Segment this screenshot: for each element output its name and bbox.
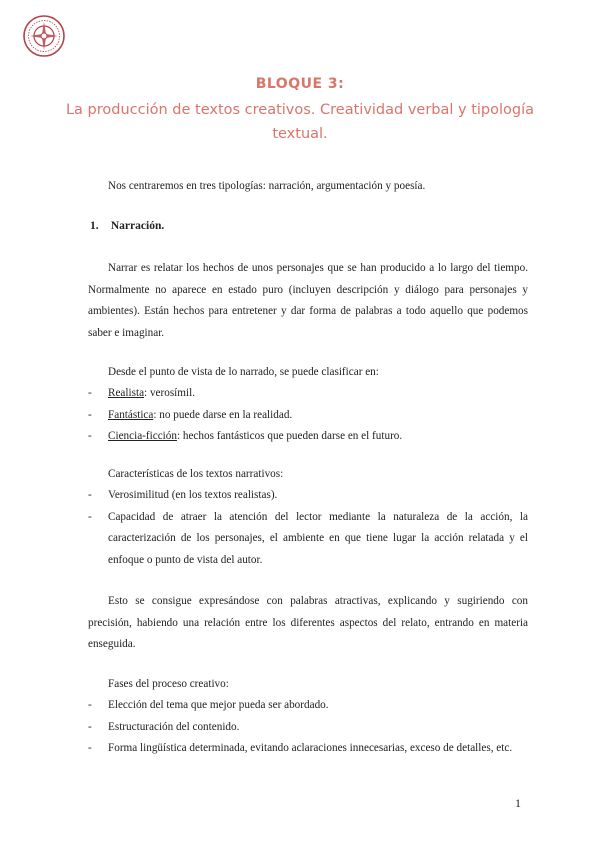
term-description: : hechos fantásticos que pueden darse en el futuro.	[176, 430, 403, 442]
classification-list	[88, 383, 528, 448]
characteristics-label: Características de los textos narrativos:	[108, 468, 284, 480]
narration-paragraph: Narrar es relatar los hechos de unos personajes que se han producido a lo largo del tiempo. Normalmente no aparece en estado puro (incluyen descripción y diálogo para personajes y ambientes). Están hechos para entretener y dar forma de palabras a todo aquello que podemos saber e imaginar.	[88, 262, 528, 339]
phases-list	[88, 695, 528, 760]
bullet-dash: -	[88, 720, 92, 733]
characteristics-list	[88, 485, 528, 571]
term-description: : no puede darse en la realidad.	[153, 408, 293, 421]
list-item	[88, 695, 528, 717]
term: Ciencia-ficción	[108, 430, 177, 442]
bullet-dash: -	[88, 742, 92, 754]
list-item	[88, 383, 528, 405]
classification-label: Desde el punto de vista de lo narrado, se puede clasificar en:	[108, 366, 379, 378]
list-item	[88, 738, 528, 760]
item-text: Forma lingüística determinada, evitando aclaraciones innecesarias, exceso de detalles, etc.	[108, 742, 513, 754]
page-number: 1	[515, 796, 521, 810]
term: Realista	[108, 387, 145, 399]
item-text: Capacidad de atraer la atención del lector mediante la naturaleza de la acción, la caracterización de los personajes, el ambiente en que tiene lugar la acción relatada y el enfoque o punto de vista del autor.	[108, 510, 528, 566]
section-number: 1.	[90, 220, 99, 232]
intro-paragraph: Nos centraremos en tres tipologías: narración, argumentación y poesía.	[108, 180, 426, 192]
bullet-dash: -	[88, 489, 92, 501]
bullet-dash: -	[88, 408, 92, 421]
bullet-dash: -	[88, 430, 92, 442]
section-title: Narración.	[110, 220, 165, 232]
list-item	[88, 426, 528, 448]
list-item	[88, 717, 528, 739]
expression-paragraph: Esto se consigue expresándose con palabras atractivas, explicando y sugiriendo con precisión, habiendo una relación entre los diferentes aspectos del relato, entrando en materia enseguida.	[88, 595, 528, 650]
list-item	[88, 507, 528, 572]
university-seal-icon	[22, 14, 66, 58]
item-text: Estructuración del contenido.	[108, 720, 240, 733]
bullet-dash: -	[88, 699, 92, 711]
section-heading	[90, 216, 530, 238]
item-text: Elección del tema que mejor pueda ser abordado.	[108, 699, 329, 711]
list-item	[88, 485, 528, 507]
bullet-dash: -	[88, 387, 92, 399]
phases-label: Fases del proceso creativo:	[108, 678, 229, 690]
item-text: Verosimilitud (en los textos realistas).	[108, 489, 278, 501]
list-item	[88, 405, 528, 427]
term-description: : verosímil.	[144, 387, 196, 399]
block-heading: BLOQUE 3:	[255, 76, 345, 92]
term: Fantástica	[108, 408, 154, 421]
page-title: La producción de textos creativos. Creatividad verbal y tipología textual.	[65, 102, 535, 142]
bullet-dash: -	[88, 510, 92, 523]
